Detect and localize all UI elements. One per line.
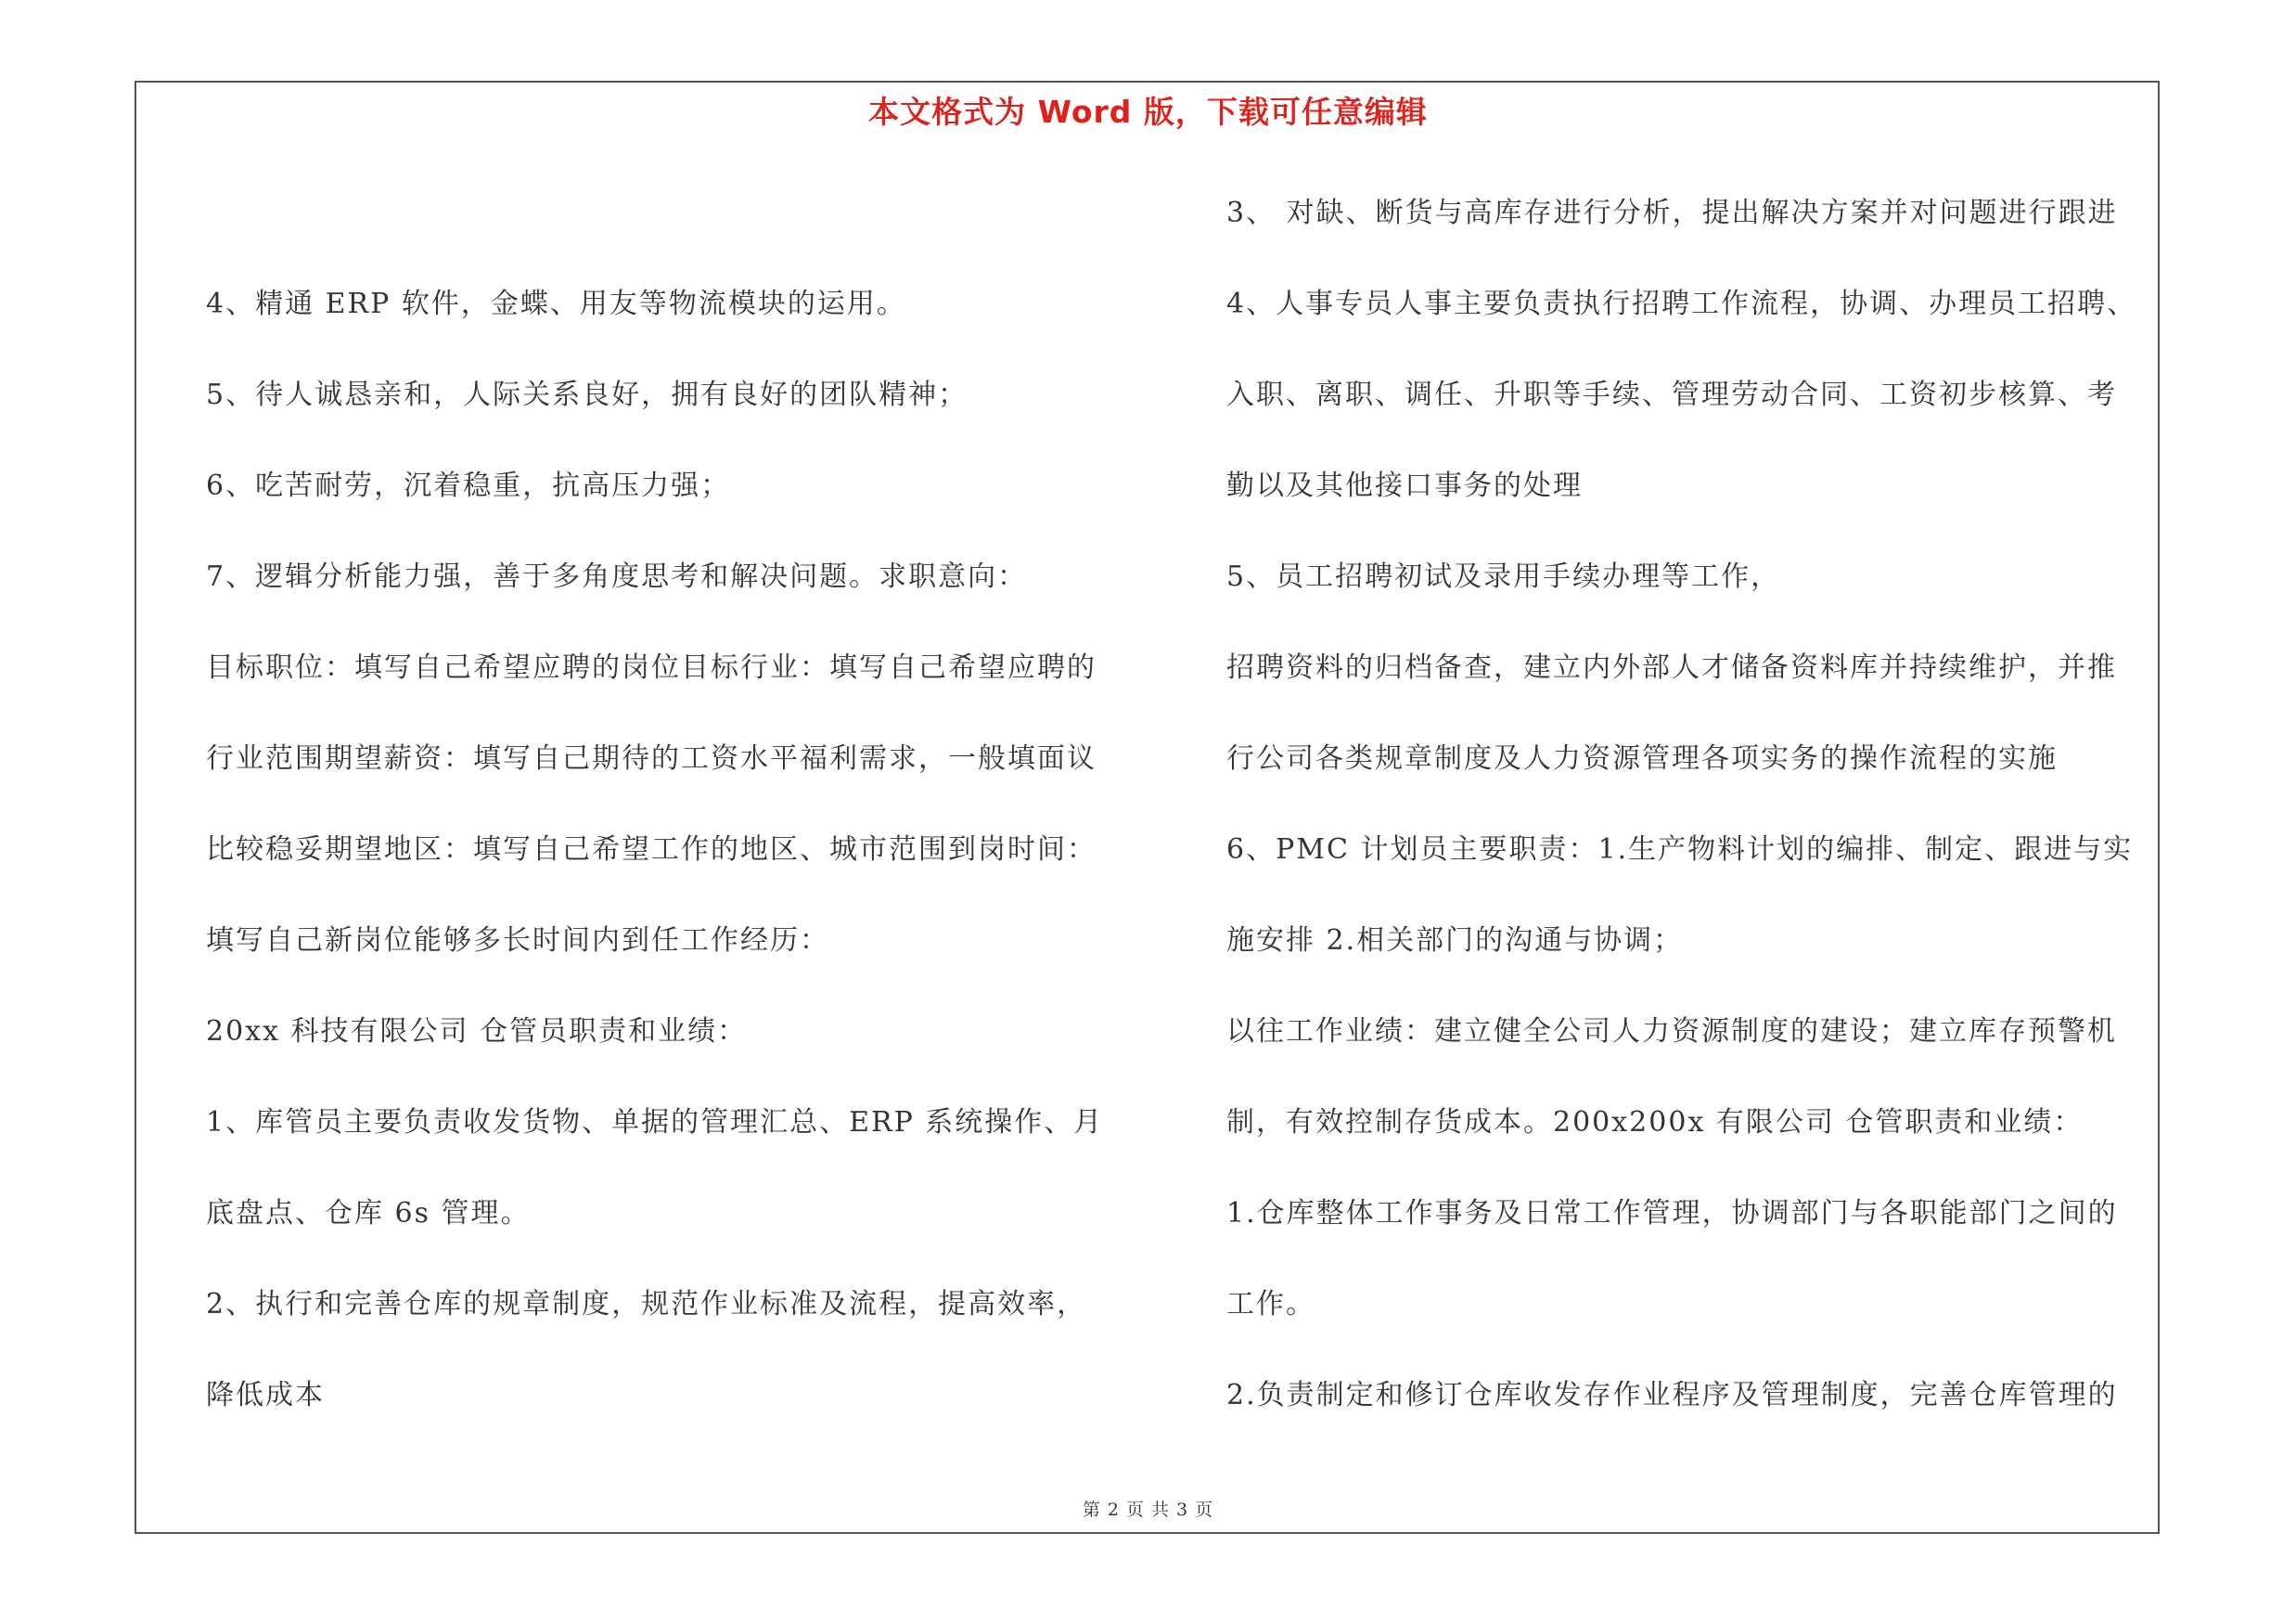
text-line: 6、PMC 计划员主要职责：1.生产物料计划的编排、制定、跟进与实: [1226, 833, 2134, 866]
text-line: 填写自己新岗位能够多长时间内到任工作经历：: [206, 924, 829, 957]
text-line: 3、 对缺、断货与高库存进行分析，提出解决方案并对问题进行跟进: [1226, 197, 2118, 229]
text-line: 以往工作业绩：建立健全公司人力资源制度的建设；建立库存预警机: [1226, 1015, 2117, 1048]
text-line: 2.负责制定和修订仓库收发存作业程序及管理制度，完善仓库管理的: [1226, 1379, 2118, 1411]
text-line: 20xx 科技有限公司 仓管员职责和业绩：: [206, 1015, 748, 1048]
text-line: 施安排 2.相关部门的沟通与协调；: [1226, 924, 1684, 957]
text-line: 目标职位：填写自己希望应聘的岗位目标行业：填写自己希望应聘的: [206, 651, 1097, 684]
text-line: 行业范围期望薪资：填写自己期待的工资水平福利需求，一般填面议: [206, 742, 1097, 775]
text-line: 2、执行和完善仓库的规章制度，规范作业标准及流程，提高效率，: [206, 1288, 1087, 1320]
text-line: 勤以及其他接口事务的处理: [1226, 470, 1583, 502]
text-line: 底盘点、仓库 6s 管理。: [206, 1197, 531, 1230]
text-line: 招聘资料的归档备查，建立内外部人才储备资料库并持续维护，并推: [1226, 651, 2117, 684]
text-line: 4、精通 ERP 软件，金蝶、用友等物流模块的运用。: [206, 288, 906, 320]
text-line: 降低成本: [206, 1379, 325, 1411]
text-line: 1.仓库整体工作事务及日常工作管理，协调部门与各职能部门之间的: [1226, 1197, 2118, 1230]
text-line: 制，有效控制存货成本。200x200x 有限公司 仓管职责和业绩：: [1226, 1106, 2084, 1139]
text-line: 比较稳妥期望地区：填写自己希望工作的地区、城市范围到岗时间：: [206, 833, 1097, 866]
text-line: 工作。: [1226, 1288, 1315, 1320]
text-line: 6、吃苦耐劳，沉着稳重，抗高压力强；: [206, 470, 731, 502]
page-number: 第 2 页 共 3 页: [1082, 1500, 1214, 1520]
text-line: 5、待人诚恳亲和，人际关系良好，拥有良好的团队精神；: [206, 379, 968, 411]
text-line: 7、逻辑分析能力强，善于多角度思考和解决问题。求职意向：: [206, 560, 1028, 593]
text-line: 4、人事专员人事主要负责执行招聘工作流程，协调、办理员工招聘、: [1226, 288, 2137, 320]
text-line: 入职、离职、调任、升职等手续、管理劳动合同、工资初步核算、考: [1226, 379, 2117, 411]
format-banner: 本文格式为 Word 版，下载可任意编辑: [868, 94, 1428, 130]
text-line: 行公司各类规章制度及人力资源管理各项实务的操作流程的实施: [1226, 742, 2058, 775]
text-line: 1、库管员主要负责收发货物、单据的管理汇总、ERP 系统操作、月: [206, 1106, 1104, 1139]
text-line: 5、员工招聘初试及录用手续办理等工作，: [1226, 560, 1781, 593]
